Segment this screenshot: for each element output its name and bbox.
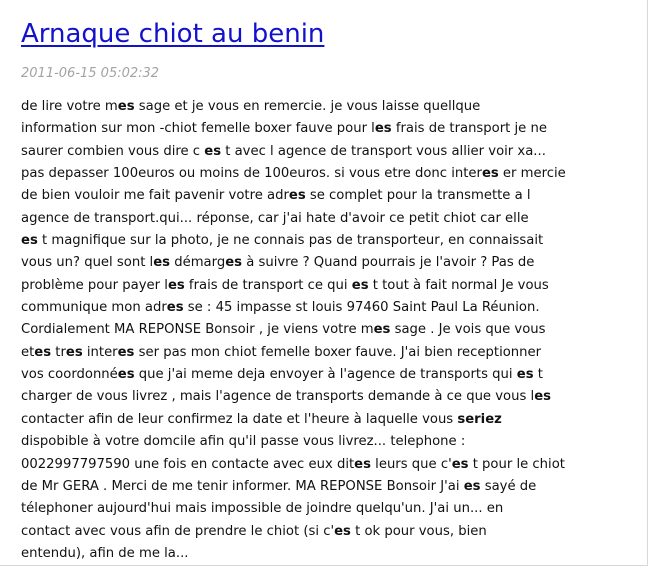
post-body-text: frais de transport je ne bbox=[391, 121, 547, 137]
post-body-text: er mercie bbox=[498, 166, 566, 182]
search-highlight: es bbox=[451, 456, 469, 472]
post-body-line bbox=[21, 230, 633, 252]
search-highlight: es bbox=[117, 344, 135, 360]
post-body-text: et bbox=[21, 344, 35, 360]
search-highlight: es bbox=[34, 344, 52, 360]
post-body-text: vos coordonné bbox=[21, 367, 118, 383]
post-body-text: ser pas mon chiot femelle boxer fauve. J'ai bien receptionner bbox=[134, 344, 542, 360]
post-body-line bbox=[21, 185, 633, 207]
post-body-text: information sur mon -chiot femelle boxer fauve pour l bbox=[21, 121, 375, 137]
post-body bbox=[21, 96, 633, 565]
post-body-text: vous un? quel sont l bbox=[21, 255, 154, 271]
post-body-text: agence de transport.qui... réponse, car j'ai hate d'avoir ce petit chiot car elle bbox=[21, 210, 529, 226]
search-highlight: es bbox=[204, 143, 222, 159]
post-body-line bbox=[21, 498, 633, 520]
post-body-text: de lire votre m bbox=[21, 99, 118, 114]
search-highlight: es bbox=[354, 456, 371, 472]
post-body-text: t pour le chiot bbox=[468, 456, 565, 472]
post-body-line bbox=[21, 521, 633, 543]
search-highlight: es bbox=[166, 300, 184, 316]
post-body-line bbox=[21, 208, 633, 230]
post-body-line bbox=[21, 409, 633, 431]
post-body-line bbox=[21, 275, 633, 297]
search-highlight: es bbox=[463, 478, 481, 494]
post-body-text: frais de transport ce qui bbox=[184, 277, 352, 293]
search-highlight: es bbox=[21, 233, 38, 249]
post-body-line bbox=[21, 364, 633, 386]
post-body-text: se : 45 impasse st louis 97460 Saint Paul La Réunion. bbox=[183, 300, 540, 316]
post-body-text: dispobible à votre domcile afin qu'il passe vous livrez... telephone : bbox=[21, 434, 466, 450]
search-highlight: es bbox=[374, 121, 392, 137]
search-highlight: es bbox=[167, 277, 185, 293]
post-date: 2011-06-15 05:02:32 bbox=[21, 66, 160, 81]
post-body-text: à suivre ? Quand pourrais je l'avoir ? Pas de bbox=[242, 255, 535, 271]
post-body-text: sage . Je vois que vous bbox=[390, 322, 546, 338]
search-highlight: es bbox=[65, 344, 83, 360]
post-body-line bbox=[21, 342, 633, 364]
search-highlight: es bbox=[153, 255, 171, 271]
search-highlight: es bbox=[516, 367, 534, 383]
search-highlight: es bbox=[117, 99, 135, 114]
post-body-text: t magnifique sur la photo, je ne connais pas de transporteur, en connaissait bbox=[37, 233, 544, 249]
post-body-text: pas depasser 100euros ou moins de 100euros. si vous etre donc inter bbox=[21, 166, 482, 182]
post-body-text: t ok pour vous, bien bbox=[350, 523, 487, 539]
search-highlight: seriez bbox=[457, 411, 502, 427]
post-body-text: 0022997797590 une fois en contacte avec eux dit bbox=[21, 456, 355, 472]
search-highlight: es bbox=[373, 322, 391, 338]
post-body-text: que j'ai meme deja envoyer à l'agence de transports qui bbox=[134, 367, 517, 383]
post-body-line bbox=[21, 454, 633, 476]
search-highlight: es bbox=[534, 389, 551, 405]
post-body-line bbox=[21, 319, 633, 341]
post-body-text: Cordialement MA REPONSE Bonsoir , je viens votre m bbox=[21, 322, 374, 338]
post-body-line bbox=[21, 476, 633, 498]
post-body-text: télephoner aujourd'hui mais impossible de joindre quelqu'un. J'ai un... en bbox=[21, 501, 504, 517]
search-highlight: es bbox=[481, 166, 499, 182]
post-body-text: t bbox=[533, 367, 543, 383]
post-body-text: entendu), afin de me la... bbox=[21, 545, 189, 561]
post-body-line bbox=[21, 163, 633, 185]
post-body-text: communique mon adr bbox=[21, 300, 167, 316]
post-body-text: t tout à fait normal Je vous bbox=[368, 277, 549, 293]
post-body-line bbox=[21, 252, 633, 274]
post-body-text: contacter afin de leur confirmez la date et l'heure à laquelle vous bbox=[21, 411, 458, 427]
post-body-line bbox=[21, 297, 633, 319]
post-body-text: problème pour payer l bbox=[21, 277, 168, 293]
post-body-text: leurs que c' bbox=[370, 456, 452, 472]
search-highlight: es bbox=[117, 367, 135, 383]
post-title-link[interactable]: Arnaque chiot au benin bbox=[21, 19, 325, 49]
post-body-text: tr bbox=[51, 344, 66, 360]
post-body-text: se complet pour la transmette a l bbox=[305, 188, 531, 204]
search-highlight: es bbox=[334, 523, 351, 539]
post-body-line bbox=[21, 141, 633, 163]
post-body-text: t avec l agence de transport vous allier voir xa... bbox=[221, 143, 546, 159]
post-body-text: charger de vous livrez , mais l'agence de transports demande à ce que vous l bbox=[21, 389, 535, 405]
post-body-text: inter bbox=[82, 344, 118, 360]
post-body-text: saurer combien vous dire c bbox=[21, 143, 205, 159]
search-highlight: es bbox=[351, 277, 369, 293]
post-body-text: contact avec vous afin de prendre le chiot (si c' bbox=[21, 523, 335, 539]
post-body-text: sage et je vous en remercie. je vous laisse quellque bbox=[134, 99, 481, 114]
post-body-text: de Mr GERA . Merci de me tenir informer. MA REPONSE Bonsoir J'ai bbox=[21, 478, 464, 494]
post-body-text: sayé de bbox=[480, 478, 537, 494]
post-body-line bbox=[21, 543, 633, 565]
post-body-line bbox=[21, 386, 633, 408]
post-body-line bbox=[21, 96, 633, 118]
search-highlight: es bbox=[225, 255, 242, 271]
post-body-text: démarg bbox=[170, 255, 226, 271]
search-highlight: es bbox=[288, 188, 306, 204]
post-body-line bbox=[21, 118, 633, 140]
post-body-text: de bien vouloir me fait pavenir votre adr bbox=[21, 188, 289, 204]
post-body-line bbox=[21, 431, 633, 453]
